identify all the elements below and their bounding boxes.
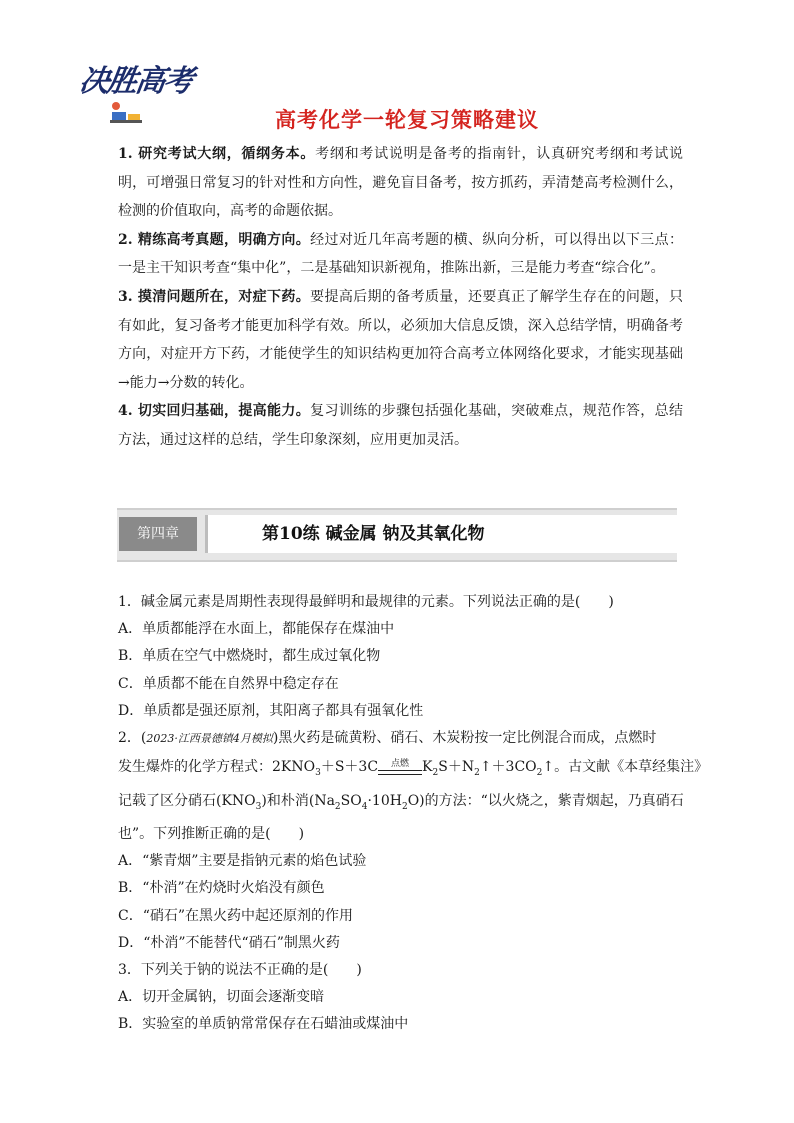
logo-text: 决胜高考 xyxy=(77,64,194,99)
subscript: 2 xyxy=(474,768,480,779)
eq-text: SO xyxy=(340,793,362,810)
intro-heading: 2. 精练高考真题，明确方向。 xyxy=(118,231,311,248)
questions-section xyxy=(118,589,709,1039)
eq-text: 发生爆炸的化学方程式：2KNO xyxy=(118,759,316,776)
question-stem xyxy=(118,725,688,752)
subscript: 2 xyxy=(432,768,439,779)
option-a: A．“紫青烟”主要是指钠元素的焰色试验 xyxy=(118,853,367,870)
option-c: C．单质都不能在自然界中稳定存在 xyxy=(118,675,339,692)
intro-heading: 4. 切实回归基础，提高能力。 xyxy=(118,403,311,420)
intro-paragraph xyxy=(118,226,683,283)
intro-paragraph xyxy=(118,283,683,397)
eq-text: 记载了区分硝石(KNO xyxy=(118,793,256,810)
eq-text: S＋N xyxy=(438,759,475,776)
question-number: 2．( xyxy=(118,730,147,747)
option-a: A．单质都能浮在水面上，都能保存在煤油中 xyxy=(118,621,395,638)
intro-body: 考纲和考试说明是备考的指南针，认真研究考纲和考试说明，可增强日常复习的针对性和方向性，避免盲目备考，按方抓药，弄清楚高考检测什么，检测的价值取向，高考的命题依据。 xyxy=(118,146,683,220)
option-b: B．实验室的单质钠常常保存在石蜡油或煤油中 xyxy=(118,1016,409,1033)
subscript: 2 xyxy=(536,768,543,779)
subscript: 3 xyxy=(315,768,321,779)
subscript: 2 xyxy=(401,801,408,812)
document-title: 高考化学一轮复习策略建议 xyxy=(275,108,539,132)
intro-body: 经过对近几年高考题的横、纵向分析，可以得出以下三点：一是主干知识考查“集中化”，二是基础知识新视角，推陈出新，三是能力考查“综合化”。 xyxy=(118,231,683,277)
intro-body: 复习训练的步骤包括强化基础，突破难点，规范作答，总结方法，通过这样的总结，学生印象深刻，应用更加灵活。 xyxy=(118,403,683,448)
intro-heading: 1. 研究考试大纲，循纲务本。 xyxy=(118,146,316,162)
subscript: 2 xyxy=(334,801,341,812)
lesson-title: 第10练 碱金属 钠及其氧化物 xyxy=(262,524,485,544)
question-equation-line xyxy=(118,752,709,788)
question-text: )黑火药是硫黄粉、硝石、木炭粉按一定比例混合而成，点燃时 xyxy=(272,730,657,747)
question-stem: 3．下列关于钠的说法不正确的是( ) xyxy=(118,962,362,979)
question-stem: 1．碱金属元素是周期性表现得最鲜明和最规律的元素。下列说法正确的是( ) xyxy=(118,594,614,610)
eq-text: )和朴消(Na xyxy=(261,793,335,810)
chapter-banner xyxy=(117,508,677,562)
option-a: A．切开金属钠，切面会逐渐变暗 xyxy=(118,989,325,1006)
eq-text: ·10H xyxy=(367,793,402,810)
eq-text: ↑＋3CO xyxy=(479,759,537,776)
question-text-line xyxy=(118,788,688,821)
option-d: D．单质都是强还原剂，其阳离子都具有强氧化性 xyxy=(118,702,424,719)
option-c: C．“硝石”在黑火药中起还原剂的作用 xyxy=(118,907,354,924)
reaction-condition: 点燃 xyxy=(391,758,410,769)
intro-heading: 3. 摸清问题所在，对症下药。 xyxy=(118,288,311,305)
subscript: 3 xyxy=(255,801,262,812)
intro-section xyxy=(118,140,683,455)
intro-paragraph xyxy=(118,140,683,226)
eq-text: K xyxy=(422,759,433,776)
question-text-line: 也”。下列推断正确的是( ) xyxy=(118,826,305,843)
reaction-arrow xyxy=(378,760,422,775)
option-d: D．“朴消”不能替代“硝石”制黑火药 xyxy=(118,934,340,951)
intro-paragraph xyxy=(118,397,683,454)
subscript: 4 xyxy=(361,801,368,812)
option-b: B．“朴消”在灼烧时火焰没有颜色 xyxy=(118,880,325,897)
chapter-tag: 第四章 xyxy=(119,517,197,551)
eq-text: ↑。古文献《本草经集注》 xyxy=(542,759,709,776)
eq-text: O)的方法：“以火烧之，紫青烟起，乃真硝石 xyxy=(407,793,684,810)
option-b: B．单质在空气中燃烧时，都生成过氧化物 xyxy=(118,648,381,665)
intro-body: 要提高后期的备考质量，还要真正了解学生存在的问题，只有如此，复习备考才能更加科学有效。所以，必须加大信息反馈，深入总结学情，明确备考方向，对症开方下药，才能使学生的知识结构更加符合高考立体网络化要求，才能实现基础→能力→分数的转化。 xyxy=(118,288,683,391)
question-source: 2023·江西景德镇4月模拟 xyxy=(146,732,273,746)
eq-text: ＋S＋3C xyxy=(320,759,379,776)
